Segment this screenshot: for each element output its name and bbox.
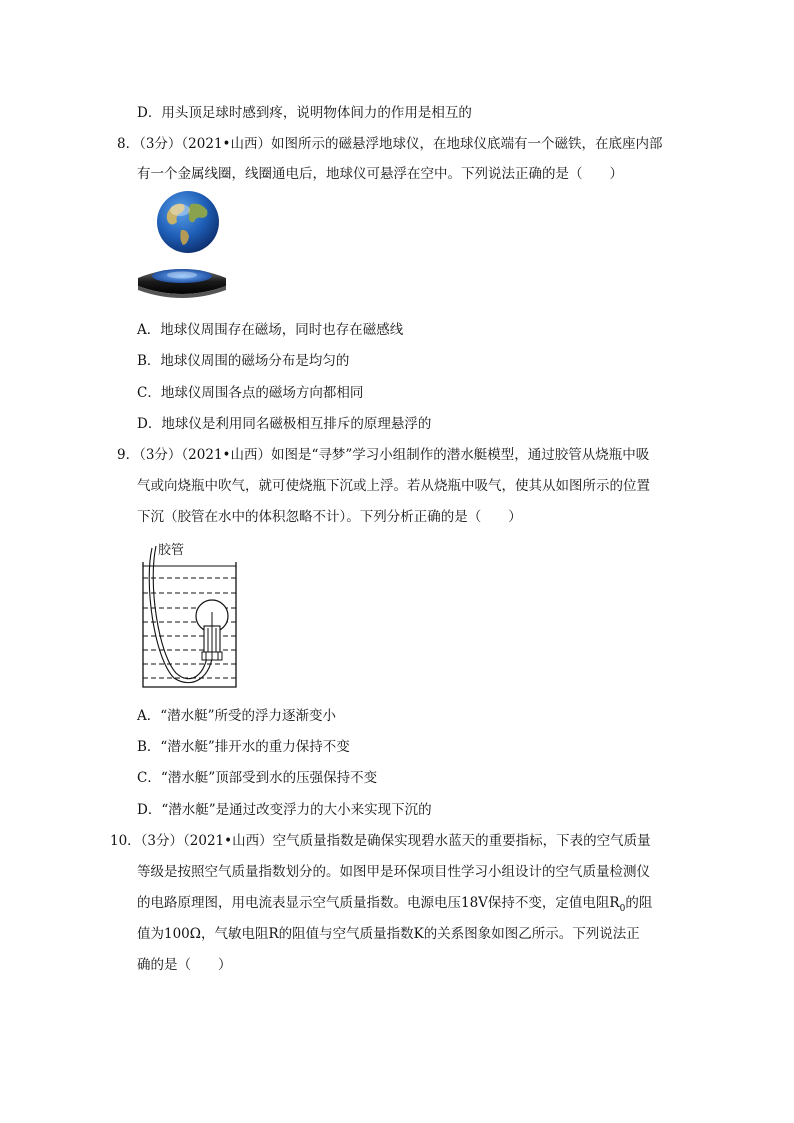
q9-stem-line1: 9．（3分）（2021•山西）如图是“寻梦”学习小组制作的潜水艇模型，通过胶管从烧瓶中吸 [117, 447, 650, 463]
q10-stem-line5: 确的是（ ） [137, 957, 232, 973]
maglev-globe-image [136, 190, 228, 306]
q10-stem-line3: 的电路原理图，用电流表显示空气质量指数。电源电压18V保持不变，定值电阻$R_0$的阻 [137, 895, 653, 914]
q8-option-a: A．地球仪周围存在磁场，同时也存在磁感线 [137, 322, 404, 338]
q9-stem-line3: 下沉（胶管在水中的体积忽略不计）。下列分析正确的是（ ） [137, 509, 522, 525]
q8-stem-line1: 8．（3分）（2021•山西）如图所示的磁悬浮地球仪，在地球仪底端有一个磁铁，在底座内部 [117, 136, 663, 152]
q10-stem-line1: 10．（3分）（2021•山西）空气质量指数是确保实现碧水蓝天的重要指标，下表的空气质量 [110, 833, 651, 849]
q10-stem-line4: 值为100Ω，气敏电阻R的阻值与空气质量指数K的关系图象如图乙所示。下列说法正 [137, 926, 640, 942]
q8-option-c: C．地球仪周围各点的磁场方向都相同 [137, 385, 364, 401]
q9-option-a: A．“潜水艇”所受的浮力逐渐变小 [137, 708, 337, 724]
q10-stem-line2: 等级是按照空气质量指数划分的。如图甲是环保项目性学习小组设计的空气质量检测仪 [137, 864, 650, 880]
q8-option-d: D．地球仪是利用同名磁极相互排斥的原理悬浮的 [137, 416, 432, 432]
q9-stem-line2: 气或向烧瓶中吹气，就可使烧瓶下沉或上浮。若从烧瓶中吸气，使其从如图所示的位置 [137, 478, 650, 494]
q9-option-c: C．“潜水艇”顶部受到水的压强保持不变 [137, 770, 378, 786]
r0-subscript: 0 [619, 904, 626, 914]
q9-option-b: B．“潜水艇”排开水的重力保持不变 [137, 739, 350, 755]
tube-label: 胶管 [158, 543, 185, 558]
q9-option-d: D．“潜水艇”是通过改变浮力的大小来实现下沉的 [137, 802, 432, 818]
q8-option-b: B．地球仪周围的磁场分布是均匀的 [137, 353, 350, 369]
submarine-model-diagram [138, 538, 242, 690]
q7-option-d: D．用头顶足球时感到疼，说明物体间力的作用是相互的 [137, 105, 472, 121]
q8-stem-line2: 有一个金属线圈，线圈通电后，地球仪可悬浮在空中。下列说法正确的是（ ） [137, 166, 623, 182]
